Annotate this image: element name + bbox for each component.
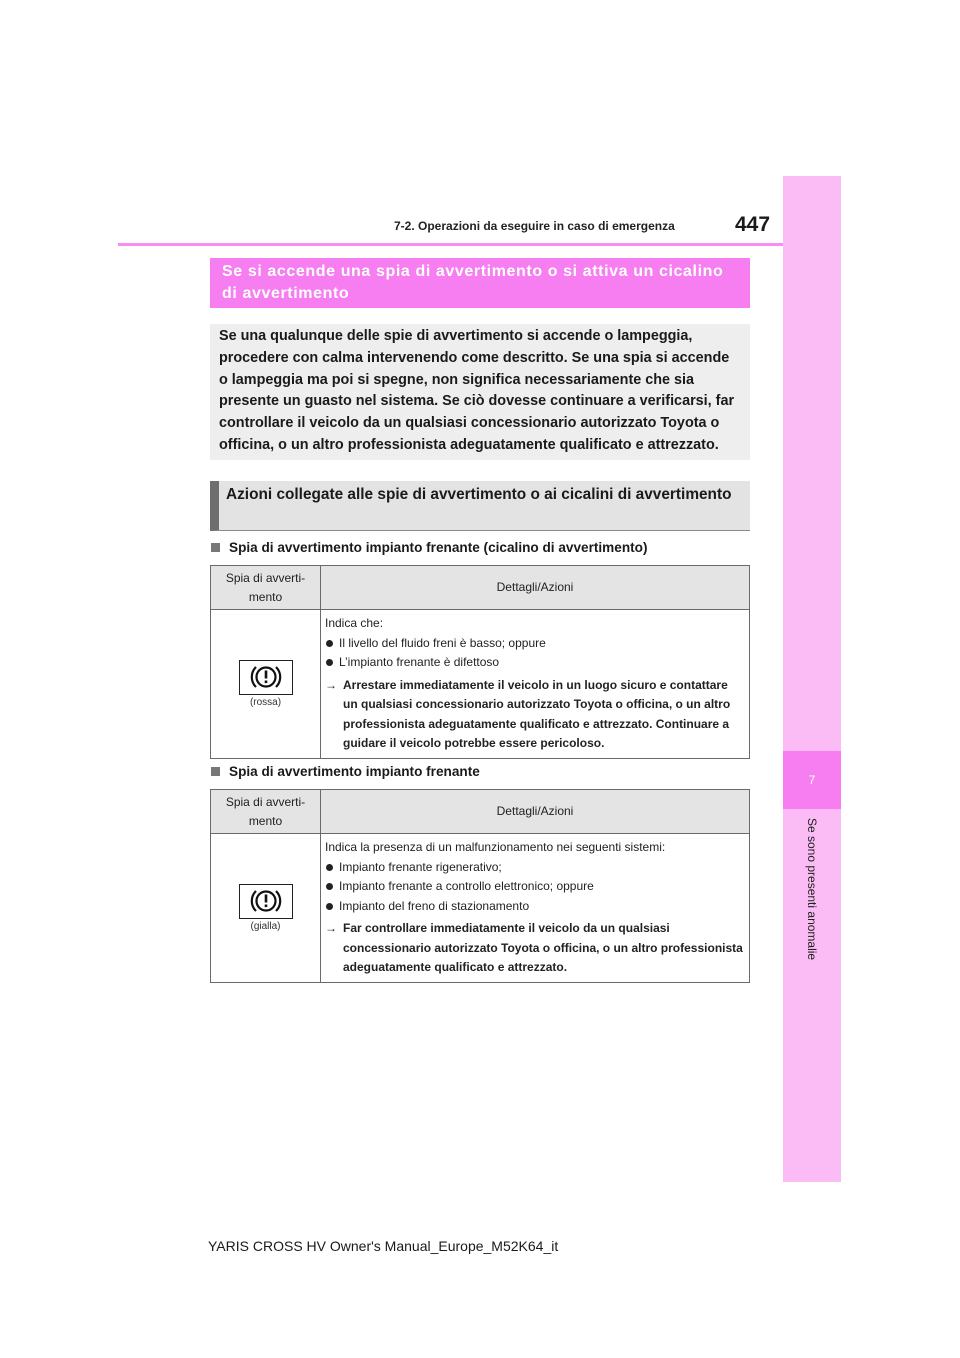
arrow-right-icon: → [325,921,337,935]
list-item: Impianto del freno di stazionamento [325,897,745,917]
table-1-heading [211,540,647,555]
brake-warning-icon [239,660,293,695]
subsection-title: Azioni collegate alle spie di avvertimento o ai cicalini di avvertimento [210,481,750,531]
square-bullet-icon [211,543,220,552]
action-text-content: Far controllare immediatamente il veicolo da un qualsiasi concessionario autorizzato Toyota o officina, o un altro professionista adeguatamente qualificato e attrezzato. [343,921,743,974]
table-1-heading-text: Spia di avvertimento impianto frenante (cicalino di avvertimento) [229,540,648,555]
table-2-heading-text: Spia di avvertimento impianto frenante [229,764,480,779]
header-rule [118,243,783,246]
arrow-right-icon: → [325,677,337,692]
column-header-details: Dettagli/Azioni [321,566,750,610]
side-tab-strip [783,176,841,1182]
icon-caption: (rossa) [249,696,282,708]
table-header-row [211,566,750,610]
list-item: Impianto frenante a controllo elettronico; oppure [325,877,745,897]
chapter-title-tab [783,818,841,1018]
list-item: Il livello del fluido freni è basso; oppure [325,634,745,654]
table-header-row [211,790,750,834]
column-header-details: Dettagli/Azioni [321,790,750,834]
footer: YARIS CROSS HV Owner's Manual_Europe_M52K64_it [208,1238,559,1254]
chapter-title: Se sono presenti anomalie [805,818,819,961]
table-2-heading [211,764,480,779]
action-text-content: Arrestare immediatamente il veicolo in un luogo sicuro e contattare un qualsiasi concessionario autorizzato Toyota o officina, o un altro professionista adeguatamente qualificato e attrezzato. Continuare a guidare il veicolo potrebbe essere pericoloso. [343,677,731,750]
list-item: Impianto frenante rigenerativo; [325,858,745,878]
list-item: L’impianto frenante è difettoso [325,653,745,673]
section-title: Se si accende una spia di avvertimento o si attiva un cicalino di avvertimento [210,258,750,308]
intro-text: Se una qualunque delle spie di avvertimento si accende o lampeggia, procedere con calma intervenendo come descritto. Se una spia si accende o lampeggia ma poi si spegne, non significa necessariamente che sia presente un guasto nel sistema. Se ciò dovesse continuare a verificarsi, far controllare il veicolo da un qualsiasi concessionario autorizzato Toyota o officina, o un altro professionista adeguatamente qualificato e attrezzato. [210,324,750,460]
details-intro: Indica la presenza di un malfunzionamento nei seguenti sistemi: [325,840,666,854]
icon-cell [211,610,321,759]
page-number: 447 [735,213,771,236]
action-text [325,919,745,978]
brake-warning-icon [239,884,293,919]
table-row [211,834,750,983]
action-text [325,676,745,754]
icon-caption: (gialla) [250,920,281,932]
table-row [211,610,750,759]
square-bullet-icon [211,767,220,776]
chapter-number-tab [783,751,841,809]
icon-cell [211,834,321,983]
details-cell [321,610,750,759]
column-header-icon: Spia di avverti-mento [211,566,321,610]
details-intro: Indica che: [325,616,384,630]
column-header-icon: Spia di avverti-mento [211,790,321,834]
chapter-number: 7 [808,773,816,787]
details-cell [321,834,750,983]
running-head: 7-2. Operazioni da eseguire in caso di emergenza [394,219,675,233]
warning-table-2 [210,789,750,983]
warning-table-1 [210,565,750,759]
